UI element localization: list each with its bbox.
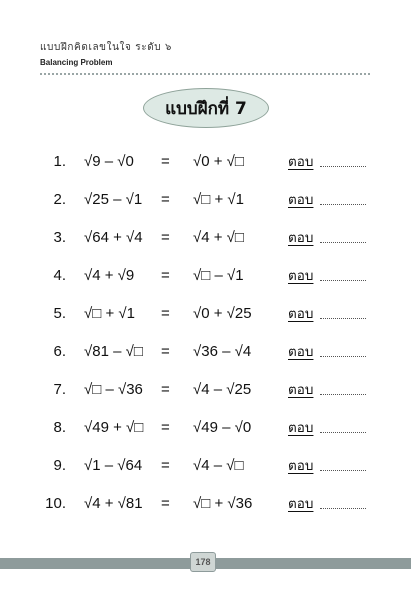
problem-left-expression: √□ – √36: [84, 381, 143, 398]
problem-right-expression: √0 + √25: [193, 305, 252, 322]
answer-blank[interactable]: [320, 394, 366, 395]
problem-number: 4.: [53, 267, 66, 284]
equals-sign: =: [161, 419, 170, 436]
answer-blank[interactable]: [320, 242, 366, 243]
problem-row: [0, 339, 411, 365]
answer-label: ตอบ: [288, 268, 314, 284]
problem-row: [0, 225, 411, 251]
exercise-title: แบบฝึกที่ 7: [143, 88, 269, 128]
answer-label: ตอบ: [288, 192, 314, 208]
problem-right-expression: √4 – √□: [193, 457, 244, 474]
answer-blank[interactable]: [320, 280, 366, 281]
problem-right-expression: √36 – √4: [193, 343, 252, 360]
problem-number: 2.: [53, 191, 66, 208]
problem-row: [0, 187, 411, 213]
answer-label: ตอบ: [288, 344, 314, 360]
problem-right-expression: √0 + √□: [193, 153, 244, 170]
problem-row: [0, 415, 411, 441]
answer-label: ตอบ: [288, 420, 314, 436]
problem-row: [0, 263, 411, 289]
header-english-subtitle: Balancing Problem: [40, 58, 113, 67]
answer-label: ตอบ: [288, 230, 314, 246]
equals-sign: =: [161, 229, 170, 246]
problem-number: 9.: [53, 457, 66, 474]
problem-left-expression: √9 – √0: [84, 153, 134, 170]
answer-blank[interactable]: [320, 470, 366, 471]
problem-right-expression: √□ + √36: [193, 495, 253, 512]
problem-row: [0, 377, 411, 403]
equals-sign: =: [161, 381, 170, 398]
problem-right-expression: √4 + √□: [193, 229, 244, 246]
equals-sign: =: [161, 343, 170, 360]
answer-blank[interactable]: [320, 166, 366, 167]
problem-number: 7.: [53, 381, 66, 398]
problem-row: [0, 301, 411, 327]
problem-number: 1.: [53, 153, 66, 170]
problem-number: 8.: [53, 419, 66, 436]
problem-row: [0, 453, 411, 479]
answer-label: ตอบ: [288, 154, 314, 170]
header-divider: [40, 73, 370, 75]
equals-sign: =: [161, 495, 170, 512]
equals-sign: =: [161, 267, 170, 284]
problem-number: 6.: [53, 343, 66, 360]
problem-left-expression: √4 + √81: [84, 495, 143, 512]
answer-blank[interactable]: [320, 356, 366, 357]
problem-left-expression: √□ + √1: [84, 305, 135, 322]
problem-row: [0, 491, 411, 517]
answer-label: ตอบ: [288, 306, 314, 322]
problem-number: 3.: [53, 229, 66, 246]
answer-blank[interactable]: [320, 432, 366, 433]
problem-left-expression: √4 + √9: [84, 267, 135, 284]
answer-label: ตอบ: [288, 496, 314, 512]
problem-right-expression: √□ + √1: [193, 191, 244, 208]
header-thai-title: แบบฝึกคิดเลขในใจ ระดับ ๖: [40, 42, 172, 53]
problem-left-expression: √81 – √□: [84, 343, 143, 360]
answer-blank[interactable]: [320, 318, 366, 319]
problem-left-expression: √25 – √1: [84, 191, 143, 208]
problem-number: 10.: [45, 495, 66, 512]
page-number: 178: [190, 552, 216, 572]
equals-sign: =: [161, 191, 170, 208]
equals-sign: =: [161, 153, 170, 170]
problem-left-expression: √1 – √64: [84, 457, 143, 474]
problem-right-expression: √4 – √25: [193, 381, 252, 398]
problem-left-expression: √49 + √□: [84, 419, 144, 436]
problem-right-expression: √□ – √1: [193, 267, 244, 284]
answer-label: ตอบ: [288, 458, 314, 474]
answer-blank[interactable]: [320, 508, 366, 509]
problem-left-expression: √64 + √4: [84, 229, 143, 246]
answer-blank[interactable]: [320, 204, 366, 205]
problem-number: 5.: [53, 305, 66, 322]
answer-label: ตอบ: [288, 382, 314, 398]
equals-sign: =: [161, 457, 170, 474]
equals-sign: =: [161, 305, 170, 322]
problem-right-expression: √49 – √0: [193, 419, 252, 436]
problem-row: [0, 149, 411, 175]
